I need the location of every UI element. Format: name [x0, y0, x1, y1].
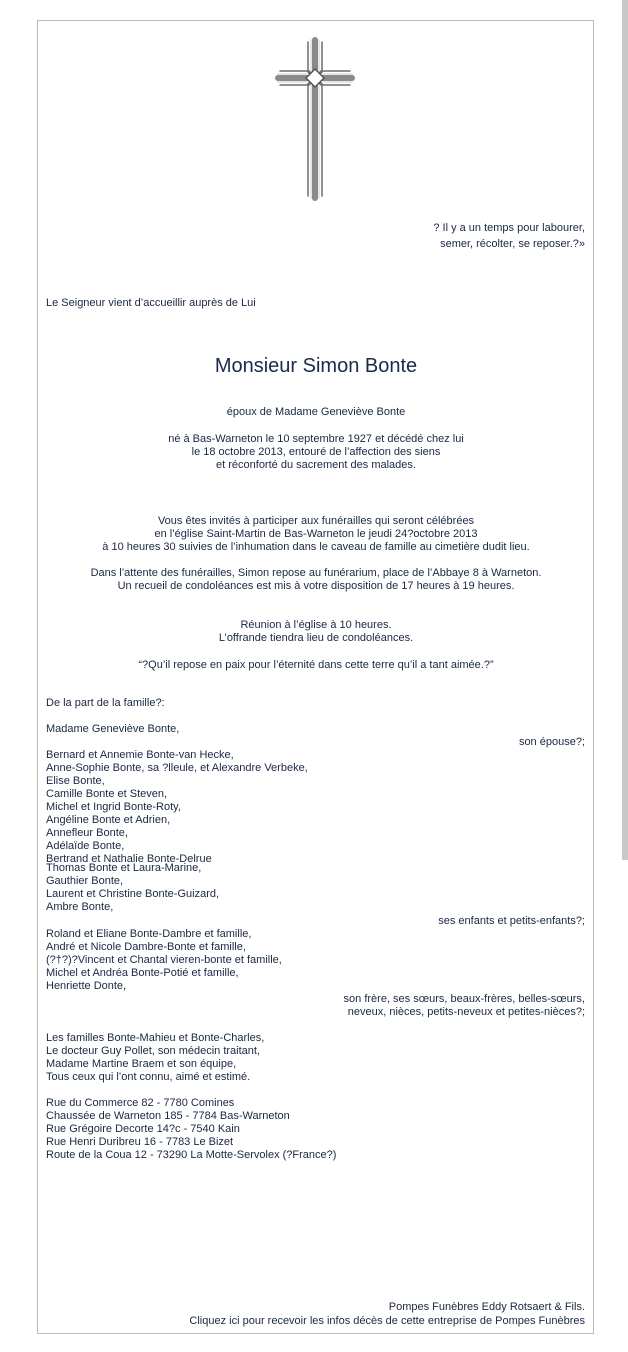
funeral-company: Pompes Funèbres Eddy Rotsaert & Fils.	[388, 1301, 585, 1313]
list-item: Michel et Ingrid Bonte-Roty,	[46, 801, 181, 813]
list-item: Madame Martine Braem et son équipe,	[46, 1058, 237, 1070]
list-item: (?†?)?Vincent et Chantal vieren-bonte et famille,	[46, 954, 282, 966]
children-role: ses enfants et petits-enfants?;	[438, 915, 585, 927]
company-info-link[interactable]: Cliquez ici pour recevoir les infos décès de cette entreprise de Pompes Funèbres	[189, 1315, 585, 1327]
list-item: Le docteur Guy Pollet, son médecin traitant,	[46, 1045, 261, 1057]
address-line: Rue Grégoire Decorte 14?c - 7540 Kain	[46, 1123, 240, 1135]
siblings-role	[344, 993, 585, 1019]
list-item: Gauthier Bonte,	[46, 875, 124, 887]
text-line: L’offrande tiendra lieu de condoléances.	[218, 632, 414, 644]
quote-line: semer, récolter, se reposer.?»	[440, 238, 585, 250]
funeral-info	[0, 515, 628, 554]
list-item: Bertrand et Nathalie Bonte-Delrue	[46, 853, 212, 862]
siblings-list	[46, 928, 282, 993]
spouse-line: époux de Madame Geneviève Bonte	[226, 406, 406, 418]
address-line: Rue Henri Duribreu 16 - 7783 Le Bizet	[46, 1136, 234, 1148]
wake-info	[0, 567, 628, 593]
address-line: Chaussée de Warneton 185 - 7784 Bas-Warneton	[46, 1110, 290, 1122]
list-item: Adélaïde Bonte,	[46, 840, 125, 852]
list-item: Les familles Bonte-Mahieu et Bonte-Charles,	[46, 1032, 265, 1044]
address-line: Rue du Commerce 82 - 7780 Comines	[46, 1097, 235, 1109]
list-item: Roland et Eliane Bonte-Dambre et famille,	[46, 928, 252, 940]
list-item: Anne-Sophie Bonte, sa ?lleule, et Alexandre Verbeke,	[46, 762, 308, 774]
text-line: Dans l’attente des funérailles, Simon repose au funérarium, place de l’Abbaye 8 à Warneton.	[90, 567, 542, 579]
text-line: Vous êtes invités à participer aux funérailles qui seront célébrées	[157, 515, 475, 527]
intro-text: Le Seigneur vient d’accueillir auprès de Lui	[46, 297, 256, 309]
text-line: neveux, nièces, petits-neveux et petites-nièces?;	[347, 1006, 585, 1018]
list-item: Ambre Bonte,	[46, 901, 114, 913]
text-line: le 18 octobre 2013, entouré de l’affection des siens	[191, 446, 441, 458]
prayer: “?Qu’il repose en paix pour l’éternité dans cette terre qu’il a tant aimée.?”	[138, 659, 494, 671]
wife-role: son épouse?;	[518, 736, 585, 748]
others-list	[46, 1032, 264, 1084]
quote-line: ? Il y a un temps pour labourer,	[433, 222, 585, 234]
text-line: Un recueil de condoléances est mis à votre disposition de 17 heures à 19 heures.	[117, 580, 515, 592]
text-line: né à Bas-Warneton le 10 septembre 1927 et décédé chez lui	[168, 433, 464, 445]
text-line: Réunion à l’église à 10 heures.	[240, 619, 392, 631]
list-item: Thomas Bonte et Laura-Marine,	[46, 862, 202, 874]
text-line: son frère, ses sœurs, beaux-frères, belles-sœurs,	[343, 993, 585, 1005]
list-item: Elise Bonte,	[46, 775, 105, 787]
children-list	[46, 749, 308, 914]
list-item: Angéline Bonte et Adrien,	[46, 814, 171, 826]
list-item: Bernard et Annemie Bonte-van Hecke,	[46, 749, 234, 761]
list-item: Laurent et Christine Bonte-Guizard,	[46, 888, 220, 900]
meeting-info	[0, 619, 628, 645]
list-item: André et Nicole Dambre-Bonte et famille,	[46, 941, 246, 953]
text-line: et réconforté du sacrement des malades.	[216, 459, 416, 471]
deceased-name: Monsieur Simon Bonte	[214, 355, 418, 377]
quote	[433, 222, 585, 251]
wife-name: Madame Geneviève Bonte,	[46, 723, 180, 735]
list-item: Henriette Donte,	[46, 980, 127, 992]
birth-death	[0, 433, 628, 472]
list-item: Tous ceux qui l’ont connu, aimé et estimé.	[46, 1071, 251, 1083]
scrollbar[interactable]	[622, 0, 628, 860]
address-line: Route de la Coua 12 - 73290 La Motte-Servolex (?France?)	[46, 1149, 337, 1161]
list-item: Michel et Andréa Bonte-Potié et famille,	[46, 967, 239, 979]
addresses-list	[46, 1097, 336, 1162]
list-item: Annefleur Bonte,	[46, 827, 128, 839]
cross-icon	[275, 36, 355, 202]
list-item: Camille Bonte et Steven,	[46, 788, 168, 800]
family-header: De la part de la famille?:	[46, 697, 165, 709]
text-line: en l’église Saint-Martin de Bas-Warneton le jeudi 24?octobre 2013	[154, 528, 478, 540]
text-line: à 10 heures 30 suivies de l’inhumation dans le caveau de famille au cimetière dudit lieu.	[102, 541, 530, 553]
